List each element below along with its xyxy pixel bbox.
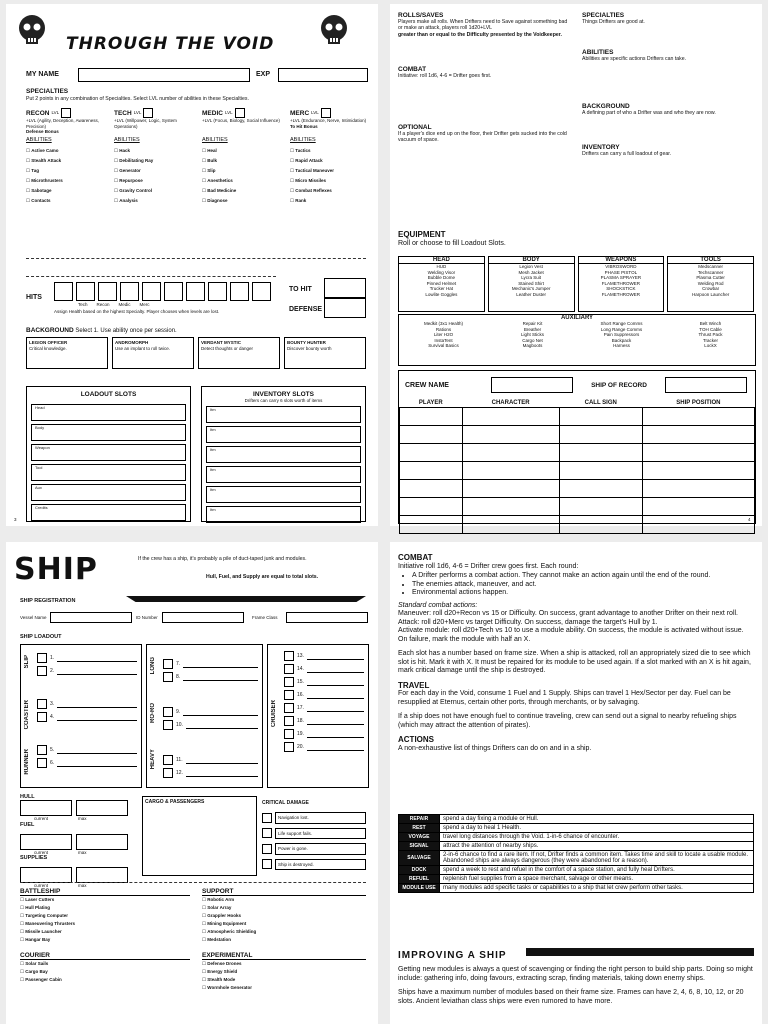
- ability-item[interactable]: ☐ Contacts: [26, 197, 51, 203]
- module-option[interactable]: ☐ Medstation: [202, 937, 232, 942]
- module-option[interactable]: ☐ Grappler Hooks: [202, 913, 242, 918]
- ability-item[interactable]: ☐ Active Camo: [26, 147, 59, 153]
- damage-checkbox[interactable]: [262, 828, 272, 838]
- id-number-field[interactable]: [162, 612, 244, 623]
- module-option[interactable]: ☐ Mining Equipment: [202, 921, 247, 926]
- level-box[interactable]: [61, 108, 71, 118]
- loadout-slot[interactable]: Tool: [31, 464, 186, 481]
- loadout-slot[interactable]: Credits: [31, 504, 186, 521]
- character-sheet-page: [6, 4, 378, 526]
- level-box[interactable]: [235, 108, 245, 118]
- module-slot[interactable]: 3.: [37, 699, 137, 709]
- crew-row[interactable]: [400, 444, 755, 462]
- auxiliary-table: AUXILIARY Medkit (3x1 Health) Rations Liter H2O InstaTent Survival Basics Repair Kit Breather Light Sticks Cargo Net Magboots Short Range Comms Long Range Comms Pain Suppressors Backpack Harness Belt Winch TOH Cable Thrust Pack Tracker LockX: [398, 314, 756, 366]
- frame-group-medium: LONG RO-RO HEAVY 7. 8. 9. 10. 11. 12.: [146, 644, 263, 788]
- module-option[interactable]: ☐ Robotic Arm: [202, 897, 235, 902]
- module-option[interactable]: ☐ Cargo Bay: [20, 969, 48, 974]
- module-slot[interactable]: 4.: [37, 712, 137, 722]
- hit-columns: Tech Recon Medic Merc: [78, 302, 150, 307]
- vessel-name-field[interactable]: [50, 612, 132, 623]
- equipment-column: HEAD HUD Welding Visor Bubble Dome Pinned Helmet Trucker Hat Lowlite Goggles: [398, 256, 485, 312]
- crew-row[interactable]: [400, 426, 755, 444]
- ability-item[interactable]: ☐ Slip: [202, 167, 216, 173]
- ability-item[interactable]: ☐ Bad Medicine: [202, 187, 237, 193]
- ability-item[interactable]: ☐ Debilitating Ray: [114, 157, 154, 163]
- inventory-slot[interactable]: Itm: [206, 446, 361, 463]
- cargo-passengers-field[interactable]: CARGO & PASSENGERS: [142, 796, 257, 876]
- module-slot[interactable]: 13.: [284, 651, 364, 661]
- action-row: REST spend a day to heal 1 Health.: [399, 824, 754, 833]
- inventory-slot[interactable]: Itm: [206, 506, 361, 523]
- abilities-grid: [26, 138, 371, 206]
- divider: [26, 258, 366, 259]
- module-slot[interactable]: 15.: [284, 677, 364, 687]
- ability-item[interactable]: ☐ Micro Missiles: [290, 177, 327, 183]
- improving-heading: IMPROVING A SHIP: [398, 950, 507, 961]
- module-list-left: BATTLESHIP ☐ Laser Cutters ☐ Hull Plating ☐ Targeting Computer ☐ Maneuvering Thrusters ☐ Missile Launcher ☐ Hangar Bay COURIER ☐ Solar Sails ☐ Cargo Bay ☐ Passenger Cabin: [20, 888, 190, 984]
- exp-label: EXP: [256, 71, 271, 78]
- crew-table: PLAYER CHARACTER CALL SIGN SHIP POSITION: [399, 399, 755, 534]
- specialty-merc: MERC LVL +LVL (Endurance, Nerve, Intimidation) To Hit Bonus: [290, 109, 367, 129]
- action-row: SALVAGE 2-in-6 chance to find a rare item. If not, Drifter finds a common item. Takes time and skill to locate a usable module. Abandoned ships are always dangerous (they were abandoned for a reason).: [399, 851, 754, 866]
- ability-item[interactable]: ☐ Diagnose: [202, 197, 228, 203]
- ability-item[interactable]: ☐ Combat Reflexes: [290, 187, 332, 193]
- page-title: THROUGH THE VOID: [66, 34, 275, 54]
- divider: [20, 882, 366, 883]
- registration-heading: SHIP REGISTRATION: [20, 598, 76, 604]
- ship-intro: If the crew has a ship, it's probably a pile of duct-taped junk and modules.: [138, 556, 307, 562]
- module-option[interactable]: ☐ Passenger Cabin: [20, 977, 62, 982]
- equipment-column: WEAPONS VIBROSWORD PHASE PISTOL PLASMA SPRAYER FLAMETHROWER SHOCKSTICK FLAMETHROWER: [578, 256, 665, 312]
- ability-item[interactable]: ☐ Stealth Attack: [26, 157, 62, 163]
- equipment-table: [398, 256, 754, 312]
- ship-rules-page: [390, 542, 762, 1024]
- specialties-text: Put 2 points in any combination of Specialties. Select LVL number of abilities in these Specialties.: [26, 96, 249, 102]
- hit-box[interactable]: [98, 282, 117, 301]
- hit-box[interactable]: [76, 282, 95, 301]
- action-row: SIGNAL attract the attention of nearby ships.: [399, 842, 754, 851]
- module-option[interactable]: ☐ Missile Launcher: [20, 929, 62, 934]
- background-option[interactable]: ANDROMORPH Use an implant to roll twice.: [112, 337, 194, 369]
- equipment-heading: EQUIPMENT: [398, 230, 446, 239]
- ability-item[interactable]: ☐ Tactics: [290, 147, 311, 153]
- actions-table: [398, 814, 754, 893]
- ability-item[interactable]: ☐ Anesthetics: [202, 177, 233, 183]
- page-number: 4: [748, 517, 751, 522]
- defense-field[interactable]: [324, 298, 366, 318]
- specialty-medic: MEDIC LVL +LVL (Focus, Biology, Social Influence): [202, 109, 280, 123]
- damage-checkbox[interactable]: [262, 813, 272, 823]
- exp-field[interactable]: [278, 68, 368, 82]
- module-slot[interactable]: 14.: [284, 664, 364, 674]
- loadout-slot[interactable]: Body: [31, 424, 186, 441]
- ship-sheet-page: SHIP If the crew has a ship, it's probably a pile of duct-taped junk and modules. Hull, Fuel, and Supply are equal to total slots. SHIP REGISTRATION Vessel Name ID Number Frame Class SHIP LOADOUT SLIP COASTER RUNNER 1. 2. 3. 4. 5. 6. LONG RO-RO HEAVY 7. 8. 9. 10. 11. 12. CRUISER 13. 14. 15. 16. 17. 18. 19. 20. HULL current max FUEL current max SUPPLIES current max CARGO & PASSENGERS CRITICAL DAMAGE Navigation lost. Life support fails. Power is gone. Ship is destroyed. BATTLESHIP ☐ Laser Cutters ☐ Hull Plating ☐ Targeting Computer ☐ Maneuvering Thrusters ☐ Missile Launcher ☐ Hangar Bay COURIER ☐ Solar Sails ☐ Cargo Bay ☐ Passenger Cabin SUPPORT ☐ Robotic Arm ☐ Solar Array ☐ Grappler Hooks ☐ Mining Equipment ☐ Atmospheric Shielding ☐ Medstation EXPERIMENTAL ☐ Defense Drones ☐ Energy Shield ☐ Stealth Mode ☐ Wormhole Generator: [6, 542, 378, 1024]
- ship-rules-column: COMBAT Initiative roll 1d6, 4-6 = Drifter crew goes first. Each round: • A Drifter performs a combat action. They cannot make an action again until the end of the round. • The enemies attack, maneuver, and act. • Environmental actions happen. Standard combat actions: Maneuver: roll d20+Recon vs 15 or Difficulty. On success, grant advantage to another Drifter on their next roll. Attack: roll d20+Merc vs target Difficulty. On success, damage the target's Hull by 1. Activate module: roll d20+Tech vs 10 to use a module ability. On success, the module is activated without issue. On failure, mark the module with half an X. Each slot has a number based on frame size. When a ship is attacked, roll an appropriately sized die to see which slot is hit. Mark it with X. It must be repaired for its module to be used again. If a slot marked with an X is hit again, mark critical damage until the ship is destroyed. TRAVEL For each day in the Void, consume 1 Fuel and 1 Supply. Ships can travel 1 Hex/Sector per day. Fuel can be resupplied at Eternus, certain other ports, through merchants, or by salvaging. If a ship does not have enough fuel to continue traveling, crew can send out a signal to nearby refueling ships (which may attract the attention of pirates). ACTIONS A non-exhaustive list of things Drifters can do on and in a ship.: [398, 554, 754, 753]
- equipment-column: TOOLS Medscanner Techscanner Plasma Cutter Welding Rod Crowbar Harpoon Launcher: [667, 256, 754, 312]
- module-slot[interactable]: 20.: [284, 742, 364, 752]
- fuel-current-field[interactable]: [20, 834, 72, 850]
- inventory-slot[interactable]: Itm: [206, 426, 361, 443]
- skull-helmet-icon: [314, 10, 354, 50]
- module-option[interactable]: ☐ Solar Sails: [20, 961, 49, 966]
- background-header: BACKGROUND Select 1. Use ability once per session.: [26, 327, 177, 334]
- module-option[interactable]: ☐ Maneuvering Thrusters: [20, 921, 76, 926]
- my-name-label: MY NAME: [26, 71, 59, 78]
- specialties-heading: SPECIALTIES: [26, 88, 69, 95]
- ability-item[interactable]: ☐ Generator: [114, 167, 141, 173]
- module-slot[interactable]: 7.: [163, 659, 258, 669]
- module-slot[interactable]: 1.: [37, 653, 137, 663]
- defense-label: DEFENSE: [289, 306, 323, 313]
- to-hit-field[interactable]: [324, 278, 366, 298]
- inventory-slot[interactable]: Itm: [206, 486, 361, 503]
- page-number: 3: [14, 517, 17, 522]
- ability-item[interactable]: ☐ Microthrusters: [26, 177, 63, 183]
- damage-checkbox[interactable]: [262, 844, 272, 854]
- ability-item[interactable]: ☐ Hack: [114, 147, 131, 153]
- loadout-slot[interactable]: Aux: [31, 484, 186, 501]
- module-option[interactable]: ☐ Wormhole Generator: [202, 985, 252, 990]
- abilities-col-tech: ABILITIES ☐ Hack ☐ Debilitating Ray ☐ Generator ☐ Repurpose ☐ Gravity Control ☐ Analysis: [114, 138, 192, 206]
- module-slot[interactable]: 5.: [37, 745, 137, 755]
- ability-item[interactable]: ☐ Tactical Maneuver: [290, 167, 334, 173]
- hits-label: HITS: [26, 294, 42, 301]
- hit-box[interactable]: [230, 282, 249, 301]
- module-option[interactable]: ☐ Atmospheric Shielding: [202, 929, 257, 934]
- module-slot[interactable]: 10.: [163, 720, 258, 730]
- action-row: MODULE USE many modules add specific tasks or capabilities to a ship that let crew perform other tasks.: [399, 884, 754, 893]
- module-option[interactable]: ☐ Laser Cutters: [20, 897, 55, 902]
- equipment-column: BODY Legion Vest Mesh Jacket Lycra Suit Stained Shirt Mechanic's Jumper Leather Duster: [488, 256, 575, 312]
- module-slot[interactable]: 18.: [284, 716, 364, 726]
- ability-item[interactable]: ☐ Tag: [26, 167, 39, 173]
- loadout-slots-panel: LOADOUT SLOTS Head Body Weapon Tool Aux Credits: [26, 386, 191, 522]
- frame-group-large: CRUISER 13. 14. 15. 16. 17. 18. 19. 20.: [267, 644, 369, 788]
- action-row: VOYAGE travel long distances through the Void. 1-in-6 chance of encounter.: [399, 833, 754, 842]
- to-hit-label: TO HIT: [289, 286, 312, 293]
- header-stripe: [126, 596, 366, 602]
- skull-helmet-icon: [12, 10, 52, 50]
- critical-damage: CRITICAL DAMAGE Navigation lost. Life support fails. Power is gone. Ship is destroyed.: [262, 800, 366, 870]
- improving-text: Getting new modules is always a quest of scavenging or finding the right person to build ship parts. Doing so might include: gathering info, doing favours, extracting scrap, finding materials, taking down enemy ships. Ships have a maximum number of modules based on their frame size. Frames can have 2, 4, 6, 8, 10, 12, or 20 slots. Ancient leviathan class ships were even rumored to have more.: [398, 966, 753, 1005]
- ability-item[interactable]: ☐ Rank: [290, 197, 307, 203]
- frame-group-small: SLIP COASTER RUNNER 1. 2. 3. 4. 5. 6.: [20, 644, 142, 788]
- hit-box[interactable]: [164, 282, 183, 301]
- hit-box[interactable]: [142, 282, 161, 301]
- hit-box[interactable]: [186, 282, 205, 301]
- crew-name-field[interactable]: [491, 377, 573, 393]
- background-option[interactable]: BOUNTY HUNTER Discover bounty worth: [284, 337, 366, 369]
- hit-box[interactable]: [252, 282, 271, 301]
- module-option[interactable]: ☐ Targeting Computer: [20, 913, 68, 918]
- ship-of-record-field[interactable]: [665, 377, 747, 393]
- abilities-col-medic: ABILITIES ☐ Heal ☐ Bulk ☐ Slip ☐ Anesthetics ☐ Bad Medicine ☐ Diagnose: [202, 138, 280, 206]
- hit-box[interactable]: [54, 282, 73, 301]
- ability-item[interactable]: ☐ Analysis: [114, 197, 138, 203]
- module-slot[interactable]: 6.: [37, 758, 137, 768]
- module-list-right: SUPPORT ☐ Robotic Arm ☐ Solar Array ☐ Grappler Hooks ☐ Mining Equipment ☐ Atmospheric Shielding ☐ Medstation EXPERIMENTAL ☐ Defense Drones ☐ Energy Shield ☐ Stealth Mode ☐ Wormhole Generator: [202, 888, 366, 992]
- equipment-text: Roll or choose to fill Loadout Slots.: [398, 240, 506, 247]
- hull-current-field[interactable]: [20, 800, 72, 816]
- module-option[interactable]: ☐ Hull Plating: [20, 905, 51, 910]
- loadout-heading: SHIP LOADOUT: [20, 634, 62, 640]
- frame-class-field[interactable]: [286, 612, 368, 623]
- inventory-slot[interactable]: Itm: [206, 406, 361, 423]
- crew-row[interactable]: [400, 462, 755, 480]
- specialty-row: [26, 108, 371, 135]
- ability-item[interactable]: ☐ Rapid Attack: [290, 157, 323, 163]
- action-row: DOCK spend a week to rest and refuel in the comfort of a space station, and fully heal Drifters.: [399, 866, 754, 875]
- loadout-slot[interactable]: Head: [31, 404, 186, 421]
- abilities-col-merc: ABILITIES ☐ Tactics ☐ Rapid Attack ☐ Tactical Maneuver ☐ Micro Missiles ☐ Combat Reflexes ☐ Rank: [290, 138, 368, 206]
- supplies-current-field[interactable]: [20, 867, 72, 883]
- hit-box[interactable]: [208, 282, 227, 301]
- rules-column-right: SPECIALTIES Things Drifters are good at. ABILITIES Abilities are specific actions Drifters can take. BACKGROUND A defining part of who a Drifter was and who they are now. INVENTORY Drifters can carry a full loadout of gear.: [582, 12, 716, 158]
- module-slot[interactable]: 8.: [163, 672, 258, 682]
- inventory-slot[interactable]: Itm: [206, 466, 361, 483]
- module-slot[interactable]: 19.: [284, 729, 364, 739]
- module-slot[interactable]: 2.: [37, 666, 137, 676]
- ship-title: SHIP: [14, 552, 98, 587]
- loadout-slot[interactable]: Weapon: [31, 444, 186, 461]
- hits-note: Assign Health based on the highest Specialty. Player chooses when levels are lost.: [54, 309, 220, 314]
- module-slot[interactable]: 11.: [163, 755, 258, 765]
- module-slot[interactable]: 12.: [163, 768, 258, 778]
- header-stripe: [526, 948, 754, 956]
- inventory-slots-panel: INVENTORY SLOTS Drifters can carry 6 slots worth of items Itm Itm Itm Itm Itm Itm: [201, 386, 366, 522]
- action-row: REPAIR spend a day fixing a module or Hull.: [399, 815, 754, 824]
- hit-box[interactable]: [120, 282, 139, 301]
- ability-item[interactable]: ☐ Heal: [202, 147, 217, 153]
- ability-item[interactable]: ☐ Sabotage: [26, 187, 52, 193]
- crew-row[interactable]: [400, 408, 755, 426]
- module-slot[interactable]: 17.: [284, 703, 364, 713]
- crew-row[interactable]: [400, 498, 755, 516]
- module-slot[interactable]: 9.: [163, 707, 258, 717]
- specialty-tech: TECH LVL +LVL (Willpower, Logic, System Operations): [114, 109, 177, 129]
- module-option[interactable]: ☐ Stealth Mode: [202, 977, 236, 982]
- hull-max-field[interactable]: [76, 800, 128, 816]
- rules-column-left: ROLLS/SAVES Players make all rolls. When Drifters need to Save against something bad or make an attack, players roll 1d20+LVL greater than or equal to the Difficulty presented by the Voidkeeper. COMBAT Initiative: roll 1d6, 4-6 = Drifter goes first. OPTIONAL If a player's dice end up on the floor, their Drifter gets sucked into the cold vacuum of space.: [398, 12, 568, 144]
- ability-item[interactable]: ☐ Repurpose: [114, 177, 143, 183]
- module-option[interactable]: ☐ Solar Array: [202, 905, 232, 910]
- crew-row[interactable]: [400, 480, 755, 498]
- module-option[interactable]: ☐ Energy Shield: [202, 969, 238, 974]
- crew-roster: CREW NAME SHIP OF RECORD PLAYER CHARACTER CALL SIGN SHIP POSITION: [398, 370, 756, 524]
- my-name-field[interactable]: [78, 68, 250, 82]
- background-option[interactable]: LEGION OFFICER Critical knowledge.: [26, 337, 108, 369]
- level-box[interactable]: [321, 108, 331, 118]
- level-box[interactable]: [143, 108, 153, 118]
- fuel-max-field[interactable]: [76, 834, 128, 850]
- background-option[interactable]: VERDANT MYSTIC Detect thoughts or danger: [198, 337, 280, 369]
- specialty-recon: RECON LVL +LVL (Agility, Deception, Awareness, Precision) Defense Bonus: [26, 109, 99, 134]
- module-option[interactable]: ☐ Hangar Bay: [20, 937, 51, 942]
- ship-intro-bold: Hull, Fuel, and Supply are equal to total slots.: [206, 574, 319, 580]
- action-row: REFUEL replenish fuel supplies from a space merchant, salvage or other means.: [399, 875, 754, 884]
- module-option[interactable]: ☐ Defense Drones: [202, 961, 242, 966]
- rules-page: [390, 4, 762, 526]
- ship-resources: HULL current max FUEL current max SUPPLIES current max: [20, 794, 132, 889]
- module-slot[interactable]: 16.: [284, 690, 364, 700]
- abilities-col-recon: ABILITIES ☐ Active Camo ☐ Stealth Attack ☐ Tag ☐ Microthrusters ☐ Sabotage ☐ Contacts: [26, 138, 104, 206]
- hits-track: [54, 282, 271, 301]
- damage-checkbox[interactable]: [262, 859, 272, 869]
- ability-item[interactable]: ☐ Gravity Control: [114, 187, 153, 193]
- crew-row[interactable]: [400, 516, 755, 534]
- ability-item[interactable]: ☐ Bulk: [202, 157, 218, 163]
- background-options: [26, 337, 366, 369]
- divider: [26, 276, 276, 277]
- supplies-max-field[interactable]: [76, 867, 128, 883]
